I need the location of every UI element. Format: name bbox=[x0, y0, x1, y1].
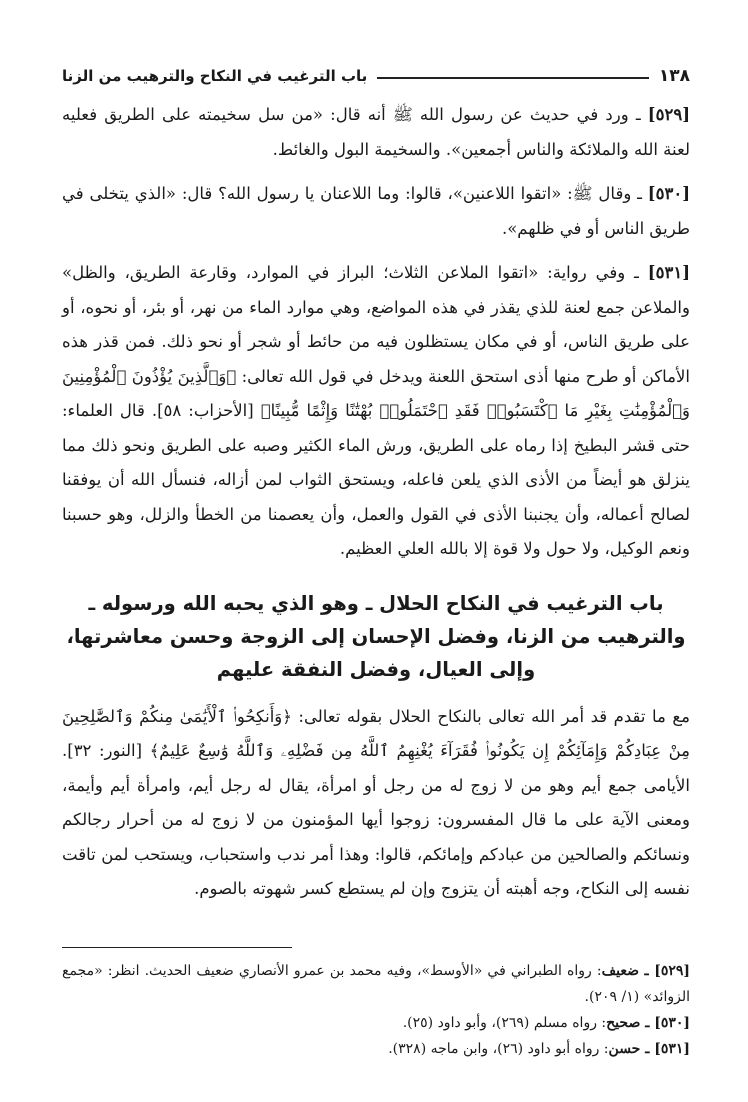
hadith-text: ـ ورد في حديث عن رسول الله ﷺ أنه قال: «من سل سخيمته على الطريق فعليه لعنة الله والملائكة والناس أجمعين». والسخيمة البول والغائط. bbox=[62, 105, 690, 159]
footnote-529 bbox=[62, 958, 690, 1010]
footnote-number: [٥٢٩] bbox=[654, 962, 691, 979]
footnote-number: [٥٣١] bbox=[654, 1040, 690, 1057]
running-title: باب الترغيب في النكاح والترهيب من الزنا bbox=[62, 67, 368, 85]
chapter-body: مع ما تقدم قد أمر الله تعالى بالنكاح الحلال بقوله تعالى: ﴿وَأَنكِحُوا۟ ٱلْأَيَٰمَىٰ مِنكُمْ وَٱلصَّٰلِحِينَ مِنْ عِبَادِكُمْ وَإِمَآئِكُمْ إِن يَكُونُوا۟ فُقَرَآءَ يُغْنِهِمُ ٱللَّهُ مِن فَضْلِهِۦ وَٱللَّهُ وَٰسِعٌ عَلِيمٌ﴾ [النور: ٣٢]. الأيامى جمع أيم وهو من لا زوج له من رجل أو امرأة، يقال له رجل أيم، وامرأة أيم وأيمة، ومعنى الآية على ما قال المفسرون: زوجوا أيها المؤمنون من لا زوج له من أحرار رجالكم ونسائكم والصالحين من عبادكم وإمائكم، قالوا: وهذا أمر ندب واستحباب، ويستحب لمن تاقت نفسه إلى النكاح، وجه أهبته أن يتزوج وإن لم يستطع كسر شهوته بالصوم. bbox=[62, 706, 690, 898]
hadith-number: [٥٢٩] bbox=[647, 105, 690, 124]
page-number: ١٣٨ bbox=[658, 66, 690, 86]
chapter-title bbox=[62, 587, 690, 686]
footnote-grade: ـ حسن bbox=[608, 1040, 655, 1057]
book-page bbox=[62, 62, 690, 1062]
footnote-grade: ـ ضعيف bbox=[601, 962, 655, 979]
footnote-grade: ـ صحيح bbox=[606, 1014, 655, 1031]
footnote-text: : رواه مسلم (٢٦٩)، وأبو داود (٢٥). bbox=[402, 1014, 607, 1031]
hadith-number: [٥٣١] bbox=[647, 263, 690, 282]
running-header bbox=[62, 62, 690, 90]
footnote-text: : رواه الطبراني في «الأوسط»، وفيه محمد بن عمرو الأنصاري ضعيف الحديث. انظر: «مجمع الزوائد» (١/ ٢٠٩). bbox=[62, 962, 690, 1005]
hadith-text: ـ وفي رواية: «اتقوا الملاعن الثلاث؛ البراز في الموارد، وقارعة الطريق، والظل» والملاعن جمع لعنة للذي يقذر في هذه المواضع، وهي موارد الماء من نهر، أو بئر، أو نحوه، أو على طريق الناس، أو في مكان يستظلون فيه من حائط أو شجر أو نحو ذلك. فمن قذر هذه الأماكن أو طرح منها أذى استحق اللعنة ويدخل في قول الله تعالى: ﴿وَٱلَّذِينَ يُؤْذُونَ ٱلْمُؤْمِنِينَ وَٱلْمُؤْمِنَٰتِ بِغَيْرِ مَا ٱكْتَسَبُوا۟ فَقَدِ ٱحْتَمَلُوا۟ بُهْتَٰنًا وَإِثْمًا مُّبِينًا﴾ [الأحزاب: ٥٨]. قال العلماء: حتى قشر البطيخ إذا رماه على الطريق، ورش الماء الكثير وصبه على الطريق ونحو ذلك مما ينزلق هو أيضاً من الأذى الذي يلعن فاعله، ويستحق الثواب لمن أزاله، فنسأل الله أن يوفقنا لصالح أعماله، وأن يجنبنا الأذى في القول والعمل، وأن يعصمنا من الخطأ والزلل، وهو حسبنا ونعم الوكيل، ولا حول ولا قوة إلا بالله العلي العظيم. bbox=[62, 263, 690, 558]
hadith-530 bbox=[62, 177, 690, 246]
hadith-number: [٥٣٠] bbox=[647, 184, 690, 203]
footnote-number: [٥٣٠] bbox=[654, 1014, 690, 1031]
hadith-531 bbox=[62, 256, 690, 567]
chapter-title-line: والترهيب من الزنا، وفضل الإحسان إلى الزوجة وحسن معاشرتها، bbox=[66, 624, 686, 648]
footnote-530 bbox=[62, 1010, 690, 1036]
footnote-531 bbox=[62, 1036, 690, 1062]
chapter-title-line: باب الترغيب في النكاح الحلال ـ وهو الذي يحبه الله ورسوله ـ bbox=[88, 591, 664, 615]
hadith-text: ـ وقال ﷺ: «اتقوا اللاعنين»، قالوا: وما اللاعنان يا رسول الله؟ قال: «الذي يتخلى في طريق الناس أو في ظلهم». bbox=[62, 184, 690, 238]
hadith-529 bbox=[62, 98, 690, 167]
chapter-title-line: وإلى العيال، وفضل النفقة عليهم bbox=[216, 657, 536, 681]
footnote-text: : رواه أبو داود (٢٦)، وابن ماجه (٣٢٨). bbox=[388, 1040, 609, 1057]
header-rule bbox=[377, 77, 649, 79]
footnote-divider bbox=[62, 947, 292, 948]
